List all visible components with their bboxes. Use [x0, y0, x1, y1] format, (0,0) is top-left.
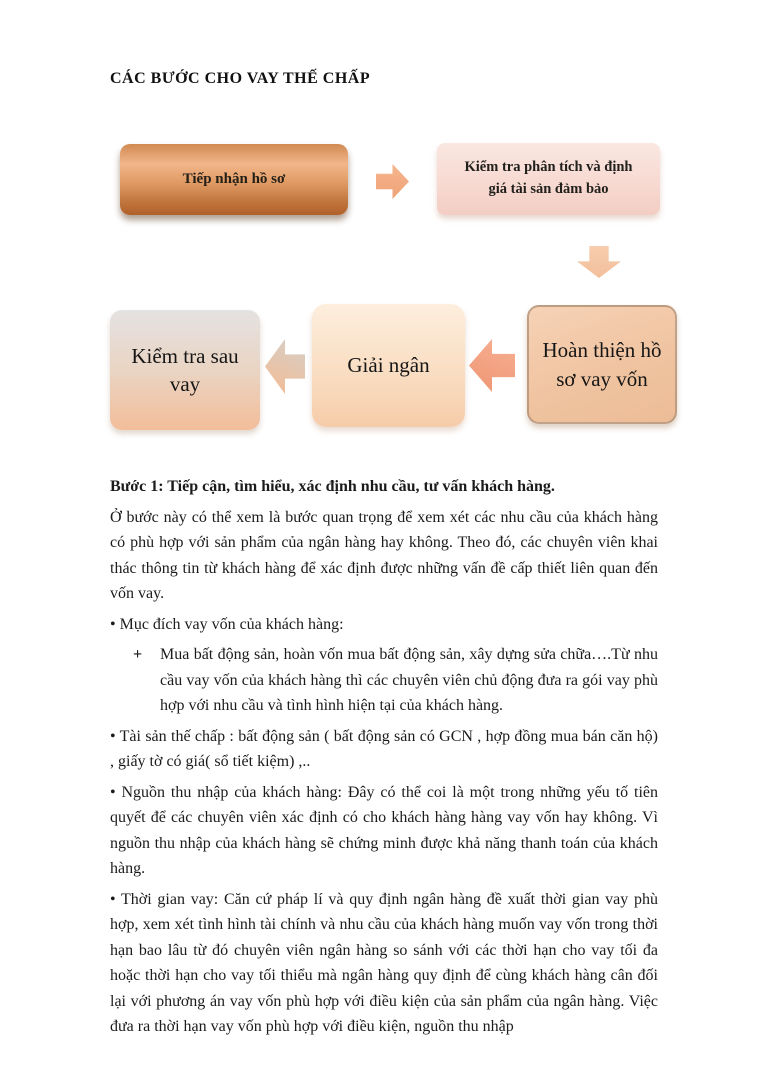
- bullet-income-source: • Nguồn thu nhập của khách hàng: Đây có thể coi là một trong những yếu tố tiên quyết để các chuyên viên xác định có cho khách hàng hàng vay vốn hay không. Vì nguồn thu nhập của khách hàng sẽ chứng minh được khả năng thanh toán của khách hàng.: [110, 783, 658, 877]
- sub-bullet-text: Mua bất động sản, hoàn vốn mua bất động sản, xây dựng sửa chữa….Từ nhu cầu vay vốn của khách hàng thì các chuyên viên chủ động đưa ra gói vay phù hợp với nhu cầu và tình hình hiện tại của khách hàng.: [160, 646, 658, 714]
- arrow-left-icon: [265, 339, 305, 394]
- flow-node-complete-loan-file: [527, 305, 677, 424]
- flow-node-label: Hoàn thiện hồ sơ vay vốn: [542, 338, 662, 391]
- section-heading: Bước 1: Tiếp cận, tìm hiểu, xác định nhu cầu, tư vấn khách hàng.: [110, 478, 555, 495]
- flow-node-label: Kiểm tra sau vay: [131, 343, 239, 396]
- intro-paragraph: Ở bước này có thể xem là bước quan trọng để xem xét các nhu cầu của khách hàng có phù hợp với sản phẩm của ngân hàng hay không. Theo đó, các chuyên viên khai thác thông tin từ khách hàng để xác định được những vấn đề cấp thiết liên quan đến vốn vay.: [110, 508, 658, 602]
- arrow-down-icon: [577, 246, 621, 278]
- page-title: CÁC BƯỚC CHO VAY THẾ CHẤP: [110, 70, 371, 87]
- plus-bullet-marker: +: [133, 646, 143, 663]
- flow-node-post-loan-check: [110, 310, 260, 430]
- flow-node-receive-application: [120, 144, 348, 215]
- arrow-left-icon: [469, 339, 515, 392]
- section-step1: [110, 474, 658, 1045]
- bullet-collateral: • Tài sản thế chấp : bất động sản ( bất động sản có GCN , hợp đồng mua bán căn hộ) , giấy tờ có giá( sổ tiết kiệm) ,..: [110, 727, 658, 770]
- flow-node-label: Giải ngân: [347, 353, 430, 378]
- arrow-right-icon: [376, 164, 409, 199]
- flow-node-disbursement: [312, 304, 465, 427]
- sub-bullet-loan-purpose-detail: [110, 642, 658, 719]
- bullet-loan-purpose: • Mục đích vay vốn của khách hàng:: [110, 615, 344, 633]
- flow-node-label: Kiểm tra phân tích và định giá tài sản đảm bảo: [464, 159, 633, 197]
- flow-node-label: Tiếp nhận hồ sơ: [182, 171, 286, 187]
- bullet-loan-term: • Thời gian vay: Căn cứ pháp lí và quy định ngân hàng đề xuất thời gian vay phù hợp, xem xét tình hình tài chính và nhu cầu của khách hàng muốn vay vốn trong thời hạn bao lâu từ đó chuyên viên ngân hàng so sánh với các thời hạn cho vay tối đa hoặc thời hạn cho vay tối thiểu mà ngân hàng quy định để cùng khách hàng cân đối lại với phương án vay vốn phù hợp với điều kiện của sản phẩm của ngân hàng. Việc đưa ra thời hạn vay vốn phù hợp với điều kiện, nguồn thu nhập: [110, 890, 658, 1035]
- flow-node-verify-appraise-collateral: [437, 143, 660, 215]
